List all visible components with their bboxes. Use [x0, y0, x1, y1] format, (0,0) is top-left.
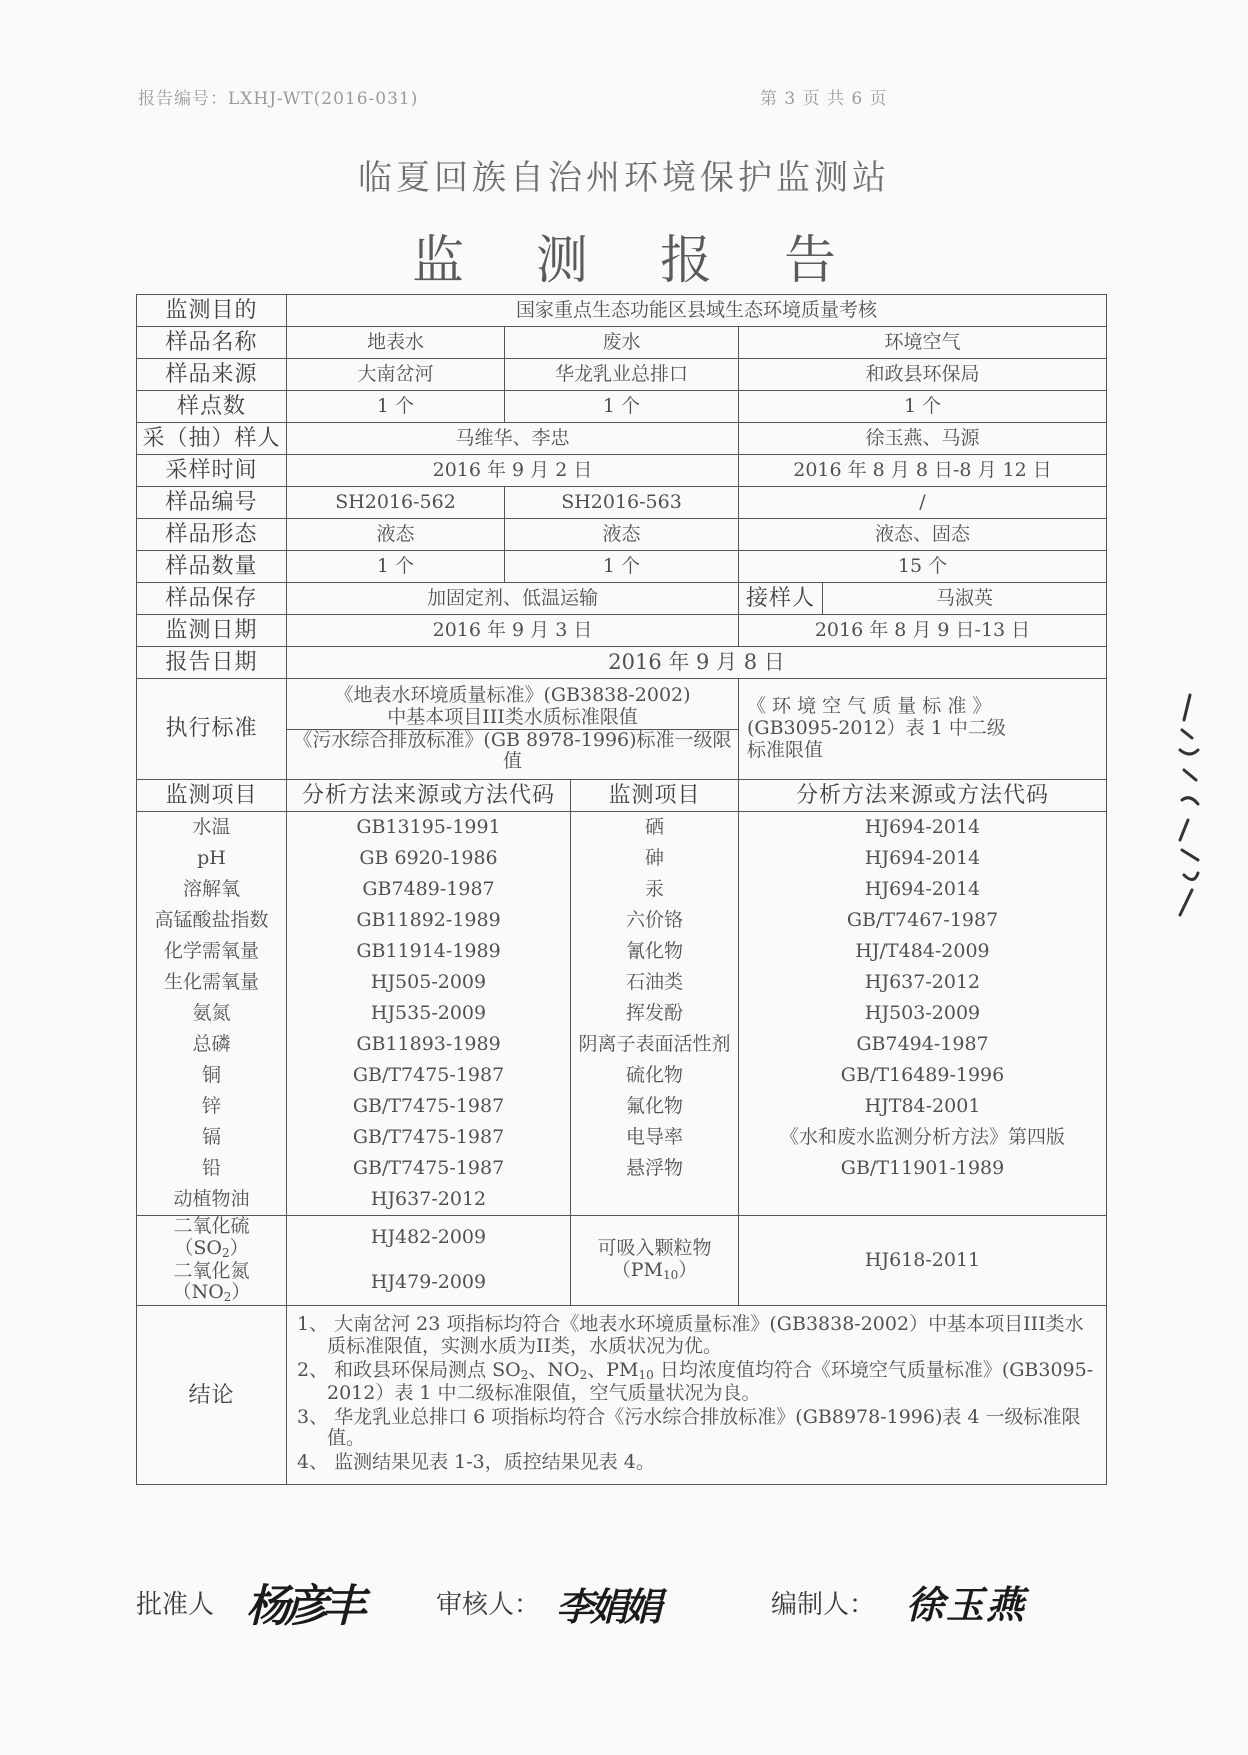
margin-stamp-icon — [1170, 690, 1210, 920]
method-item-left: pH — [137, 843, 287, 874]
method-code-left: GB11893-1989 — [287, 1029, 571, 1060]
method-item-right: 硒 — [571, 812, 739, 844]
standard-right-line2: (GB3095-2012）表 1 中二级 — [747, 717, 1006, 740]
storage-label: 样品保存 — [137, 583, 287, 615]
method-code-left: GB/T7475-1987 — [287, 1091, 571, 1122]
sample-id-1: SH2016-562 — [287, 487, 505, 519]
approver-signature: 杨彦丰 — [246, 1581, 360, 1632]
sample-id-3: / — [739, 487, 1107, 519]
method-item-left: 氨氮 — [137, 998, 287, 1029]
standard-left-line3: 《污水综合排放标准》(GB 8978-1996)标准一级限值 — [287, 729, 738, 774]
report-date-label: 报告日期 — [137, 647, 287, 679]
sample-qty-row — [137, 551, 1107, 583]
method-row — [137, 1184, 1107, 1216]
sample-source-row — [137, 359, 1107, 391]
sample-name-label: 样品名称 — [137, 327, 287, 359]
method-code-left: HJ535-2009 — [287, 998, 571, 1029]
standard-right-line3: 标准限值 — [747, 738, 824, 761]
page-number: 第 3 页 共 6 页 — [760, 89, 888, 109]
method-item-right: 氰化物 — [571, 936, 739, 967]
no2-method: HJ479-2009 — [287, 1261, 571, 1306]
method-item-left: 铜 — [137, 1060, 287, 1091]
sample-qty-2: 1 个 — [505, 551, 739, 583]
sampling-time-2: 2016 年 8 月 8 日-8 月 12 日 — [739, 455, 1107, 487]
conclusion-item-4: 4、 监测结果见表 1-3，质控结果见表 4。 — [297, 1451, 655, 1474]
sample-id-row — [137, 487, 1107, 519]
methods-col-item-2: 监测项目 — [571, 780, 739, 812]
method-code-right: 《水和废水监测分析方法》第四版 — [739, 1122, 1107, 1153]
method-code-left: GB/T7475-1987 — [287, 1153, 571, 1184]
sample-qty-3: 15 个 — [739, 551, 1107, 583]
sample-form-2: 液态 — [505, 519, 739, 551]
no2-label: 二氧化氮$(NO_2)$ — [137, 1261, 287, 1306]
methods-col-method-2: 分析方法来源或方法代码 — [739, 780, 1107, 812]
standard-right — [739, 679, 1107, 780]
method-row — [137, 967, 1107, 998]
sample-source-label: 样品来源 — [137, 359, 287, 391]
method-code-right: HJ503-2009 — [739, 998, 1107, 1029]
points-3: 1 个 — [739, 391, 1107, 423]
standard-left-line2: 中基本项目III类水质标准限值 — [387, 705, 638, 728]
sample-source-2: 华龙乳业总排口 — [505, 359, 739, 391]
methods-header-row — [137, 780, 1107, 812]
method-code-left: GB 6920-1986 — [287, 843, 571, 874]
method-code-left: GB11914-1989 — [287, 936, 571, 967]
method-code-right: GB/T11901-1989 — [739, 1153, 1107, 1184]
method-code-right: HJ694-2014 — [739, 874, 1107, 905]
method-item-right: 挥发酚 — [571, 998, 739, 1029]
method-item-left: 溶解氧 — [137, 874, 287, 905]
standard-right-line1: 《 环 境 空 气 质 量 标 准 》 — [747, 695, 992, 718]
method-item-right: 汞 — [571, 874, 739, 905]
method-code-left: GB13195-1991 — [287, 812, 571, 844]
sampler-label: 采（抽）样人 — [137, 423, 287, 455]
method-code-left: GB11892-1989 — [287, 905, 571, 936]
method-item-left: 化学需氧量 — [137, 936, 287, 967]
sampler-2: 徐玉燕、马源 — [739, 423, 1107, 455]
sample-qty-1: 1 个 — [287, 551, 505, 583]
method-row — [137, 1060, 1107, 1091]
method-row — [137, 843, 1107, 874]
standard-left-line1: 《地表水环境质量标准》(GB3838-2002) — [334, 683, 691, 706]
report-number: 报告编号：LXHJ-WT(2016-031) — [138, 89, 419, 109]
method-code-right: HJT84-2001 — [739, 1091, 1107, 1122]
sample-name-row — [137, 327, 1107, 359]
method-item-right: 石油类 — [571, 967, 739, 998]
conclusion-item-3: 3、 华龙乳业总排口 6 项指标均符合《污水综合排放标准》(GB8978-1996)表 4 一级标准限值。 — [297, 1405, 1081, 1450]
sample-id-2: SH2016-563 — [505, 487, 739, 519]
sampling-time-row — [137, 455, 1107, 487]
method-item-right: 六价铬 — [571, 905, 739, 936]
methods-col-method-1: 分析方法来源或方法代码 — [287, 780, 571, 812]
report-table — [136, 294, 1107, 1485]
sampler-1: 马维华、李忠 — [287, 423, 739, 455]
sample-form-1: 液态 — [287, 519, 505, 551]
method-row — [137, 1029, 1107, 1060]
storage-row — [137, 583, 1107, 615]
method-item-left: 高锰酸盐指数 — [137, 905, 287, 936]
sample-source-3: 和政县环保局 — [739, 359, 1107, 391]
purpose-value: 国家重点生态功能区县域生态环境质量考核 — [287, 295, 1107, 327]
reviewer-signature: 李娟娟 — [556, 1585, 659, 1629]
conclusion-item-2: 2、 和政县环保局测点 $SO_2$、$NO_2$、$PM_{10}$ 日均浓度值均符合《环境空气质量标准》(GB3095-2012）表 1 中二级标准限值，空气质量状况为良。 — [297, 1358, 1094, 1404]
standard-label: 执行标准 — [137, 679, 287, 780]
method-row — [137, 874, 1107, 905]
sample-id-label: 样品编号 — [137, 487, 287, 519]
sample-form-row — [137, 519, 1107, 551]
method-row — [137, 1153, 1107, 1184]
method-item-right: 阴离子表面活性剂 — [571, 1029, 739, 1060]
method-code-right: GB7494-1987 — [739, 1029, 1107, 1060]
pm10-method: HJ618-2011 — [739, 1216, 1107, 1306]
so2-row — [137, 1216, 1107, 1261]
points-2: 1 个 — [505, 391, 739, 423]
compiler-label: 编制人： — [771, 1590, 876, 1620]
method-item-right: 砷 — [571, 843, 739, 874]
monitor-date-2: 2016 年 8 月 9 日-13 日 — [739, 615, 1107, 647]
sample-qty-label: 样品数量 — [137, 551, 287, 583]
so2-label: 二氧化硫$(SO_2)$ — [137, 1216, 287, 1261]
method-code-left: HJ505-2009 — [287, 967, 571, 998]
compiler-signature: 徐玉燕 — [906, 1583, 1027, 1627]
method-code-right: GB/T16489-1996 — [739, 1060, 1107, 1091]
method-rows — [137, 812, 1107, 1216]
method-item-left: 生化需氧量 — [137, 967, 287, 998]
monitor-date-1: 2016 年 9 月 3 日 — [287, 615, 739, 647]
method-item-left: 动植物油 — [137, 1184, 287, 1216]
points-row — [137, 391, 1107, 423]
method-item-right: 电导率 — [571, 1122, 739, 1153]
method-row — [137, 1122, 1107, 1153]
sample-form-3: 液态、固态 — [739, 519, 1107, 551]
pm10-label: 可吸入颗粒物 $(PM_{10})$ — [571, 1216, 739, 1306]
purpose-row — [137, 295, 1107, 327]
sample-source-1: 大南岔河 — [287, 359, 505, 391]
conclusion-label: 结论 — [137, 1306, 287, 1485]
method-row — [137, 812, 1107, 844]
method-item-left: 铅 — [137, 1153, 287, 1184]
method-code-right — [739, 1184, 1107, 1216]
organization-title: 临夏回族自治州环境保护监测站 — [358, 158, 890, 198]
method-item-left: 镉 — [137, 1122, 287, 1153]
reviewer-label: 审核人： — [436, 1590, 541, 1620]
method-code-left: GB/T7475-1987 — [287, 1122, 571, 1153]
method-row — [137, 1091, 1107, 1122]
purpose-label: 监测目的 — [137, 295, 287, 327]
method-code-left: HJ637-2012 — [287, 1184, 571, 1216]
sample-name-3: 环境空气 — [739, 327, 1107, 359]
method-item-left: 水温 — [137, 812, 287, 844]
method-code-right: HJ694-2014 — [739, 843, 1107, 874]
method-code-right: GB/T7467-1987 — [739, 905, 1107, 936]
so2-method: HJ482-2009 — [287, 1216, 571, 1261]
sampler-row — [137, 423, 1107, 455]
receiver-value: 马淑英 — [823, 583, 1107, 615]
method-code-left: GB/T7475-1987 — [287, 1060, 571, 1091]
conclusion-row — [137, 1306, 1107, 1485]
signature-row — [136, 1570, 1106, 1650]
method-item-left: 锌 — [137, 1091, 287, 1122]
conclusion-item-1: 1、 大南岔河 23 项指标均符合《地表水环境质量标准》(GB3838-2002）中基本项目III类水质标准限值，实测水质为II类，水质状况为优。 — [297, 1313, 1084, 1358]
monitor-date-row — [137, 615, 1107, 647]
method-item-right — [571, 1184, 739, 1216]
method-code-right: HJ694-2014 — [739, 812, 1107, 844]
sample-name-1: 地表水 — [287, 327, 505, 359]
points-1: 1 个 — [287, 391, 505, 423]
monitor-date-label: 监测日期 — [137, 615, 287, 647]
standard-left — [287, 679, 739, 780]
sample-name-2: 废水 — [505, 327, 739, 359]
method-code-left: GB7489-1987 — [287, 874, 571, 905]
method-row — [137, 998, 1107, 1029]
sampling-time-1: 2016 年 9 月 2 日 — [287, 455, 739, 487]
sample-form-label: 样品形态 — [137, 519, 287, 551]
approver-label: 批准人 — [136, 1590, 215, 1620]
method-row — [137, 905, 1107, 936]
receiver-label: 接样人 — [739, 583, 823, 615]
method-item-left: 总磷 — [137, 1029, 287, 1060]
report-date-value: 2016 年 9 月 8 日 — [287, 647, 1107, 679]
methods-col-item-1: 监测项目 — [137, 780, 287, 812]
storage-value: 加固定剂、低温运输 — [287, 583, 739, 615]
sampling-time-label: 采样时间 — [137, 455, 287, 487]
method-code-right: HJ637-2012 — [739, 967, 1107, 998]
points-label: 样点数 — [137, 391, 287, 423]
method-item-right: 悬浮物 — [571, 1153, 739, 1184]
conclusion-body — [287, 1306, 1107, 1485]
method-item-right: 氟化物 — [571, 1091, 739, 1122]
method-code-right: HJ/T484-2009 — [739, 936, 1107, 967]
method-item-right: 硫化物 — [571, 1060, 739, 1091]
report-date-row — [137, 647, 1107, 679]
standard-row — [137, 679, 1107, 780]
method-row — [137, 936, 1107, 967]
document-title: 监测报告 — [411, 231, 908, 291]
